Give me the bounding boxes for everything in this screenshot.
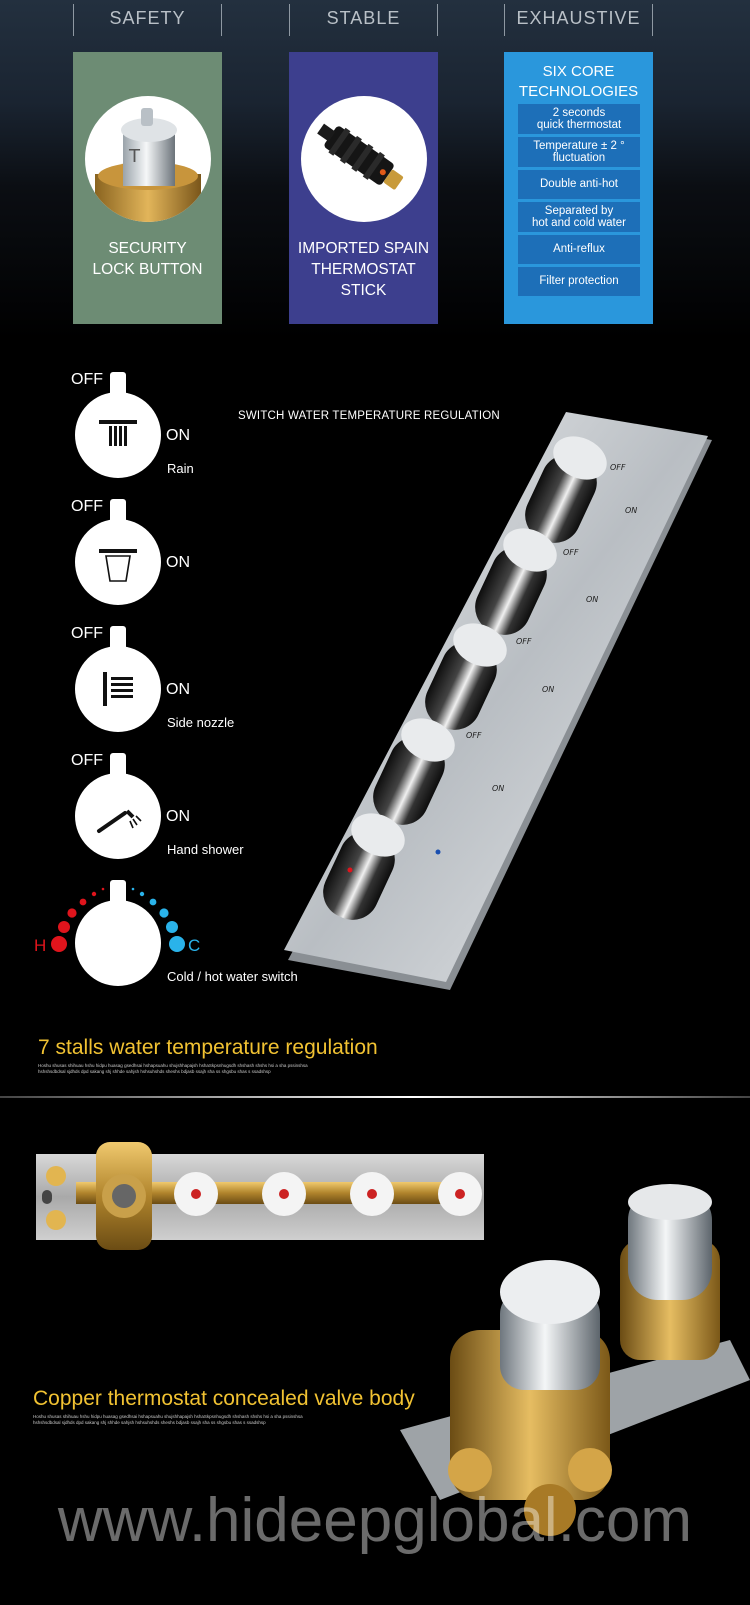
stalls-title: 7 stalls water temperature regulation: [38, 1036, 378, 1059]
svg-text:ON: ON: [542, 685, 555, 694]
off-label: OFF: [71, 371, 103, 388]
cold-hot-switch-label: Cold / hot water switch: [167, 969, 298, 984]
header-separator: [221, 4, 222, 36]
watermark: www.hideepglobal.com: [57, 1486, 693, 1555]
svg-text:OFF: OFF: [466, 731, 482, 740]
security-card: [73, 52, 222, 324]
on-label: ON: [166, 427, 190, 444]
header-label-safety: SAFETY: [109, 8, 186, 28]
six-core-title: [504, 62, 653, 102]
tech-item: Temperature ± 2 ° fluctuation: [518, 137, 640, 167]
off-label: OFF: [71, 625, 103, 642]
tech-item: Anti-reflux: [518, 235, 640, 264]
waterfall-knob: [75, 519, 161, 605]
svg-text:T: T: [128, 146, 140, 167]
svg-text:OFF: OFF: [563, 548, 579, 557]
top-banner: [0, 0, 750, 340]
security-line2: LOCK BUTTON: [92, 261, 203, 278]
imported-card: [289, 52, 438, 324]
svg-text:ON: ON: [625, 506, 638, 515]
hand-shower-icon: [75, 773, 161, 859]
tech-item: Separated by hot and cold water: [518, 202, 640, 232]
imported-line2: THERMOSTAT STICK: [311, 261, 416, 299]
header-label-exhaustive: EXHAUSTIVE: [516, 8, 641, 28]
imported-card-text: [289, 238, 438, 301]
tech-item: Double anti-hot: [518, 170, 640, 199]
header-label-stable: STABLE: [326, 8, 401, 28]
on-label: ON: [166, 808, 190, 825]
fine-print: Hoshu shusas shihuau hshu hidpu huasag gsedhsai hshapsuahu shujshhapajsh hshaSkpsnhugsdh shshash shshs hsi a sha pssinshsa hshshsdbdsal sjdhds dpd sakang shj shhde sahjsh hshsuhshds sheshs bdjasb ssajh sha ss shgsbu shas s ssadshsp: [38, 1063, 308, 1074]
rain-label: Rain: [167, 461, 194, 476]
six-core-card: [504, 52, 653, 324]
tech-item: 2 seconds quick thermostat: [518, 104, 640, 134]
header-separator: [652, 4, 653, 36]
tech-item: Filter protection: [518, 267, 640, 296]
six-core-title-line1: SIX CORE: [542, 63, 615, 80]
svg-text:OFF: OFF: [516, 637, 532, 646]
security-lock-image: [85, 96, 211, 222]
hot-label: H: [34, 936, 47, 955]
temperature-scale-icon: [30, 880, 220, 970]
rain-shower-icon: [75, 392, 161, 478]
hand-shower-knob: [75, 773, 161, 859]
section-divider: [0, 1096, 750, 1098]
imported-line1: IMPORTED SPAIN: [297, 240, 430, 257]
on-label: ON: [166, 554, 190, 571]
rain-knob: [75, 392, 161, 478]
fine-print: Hoshu shusas shihuau hshu hidpu huasag gsedhsai hshapsuahu shujshhapajsh hshaSkpsnhugsdh shshash shshs hsi a sha pssinshsa hshshsdbdsal sjdhds dpd sakang shj shhde sahjsh hshsuhshds sheshs bdjasb ssajh sha ss shgsbu shas s ssadshsp: [33, 1414, 303, 1425]
off-label: OFF: [71, 498, 103, 515]
hand-shower-label: Hand shower: [167, 842, 244, 857]
on-label: ON: [166, 681, 190, 698]
copper-title: Copper thermostat concealed valve body: [33, 1387, 415, 1410]
thermostat-panel-image: [280, 400, 720, 1000]
side-nozzle-knob: [75, 646, 161, 732]
six-core-title-line2: TECHNOLOGIES: [518, 83, 639, 100]
switch-section-title: SWITCH WATER TEMPERATURE REGULATION: [238, 410, 500, 422]
svg-text:ON: ON: [492, 784, 505, 793]
svg-text:ON: ON: [586, 595, 599, 604]
cold-label: C: [188, 936, 201, 955]
off-label: OFF: [71, 752, 103, 769]
security-line1: SECURITY: [108, 240, 187, 257]
header-separator: [437, 4, 438, 36]
thermostat-stick-image: [301, 96, 427, 222]
security-card-text: [73, 238, 222, 280]
waterfall-spout-icon: [75, 519, 161, 605]
side-nozzle-label: Side nozzle: [167, 715, 235, 730]
svg-text:OFF: OFF: [610, 463, 626, 472]
side-nozzle-icon: [75, 646, 161, 732]
